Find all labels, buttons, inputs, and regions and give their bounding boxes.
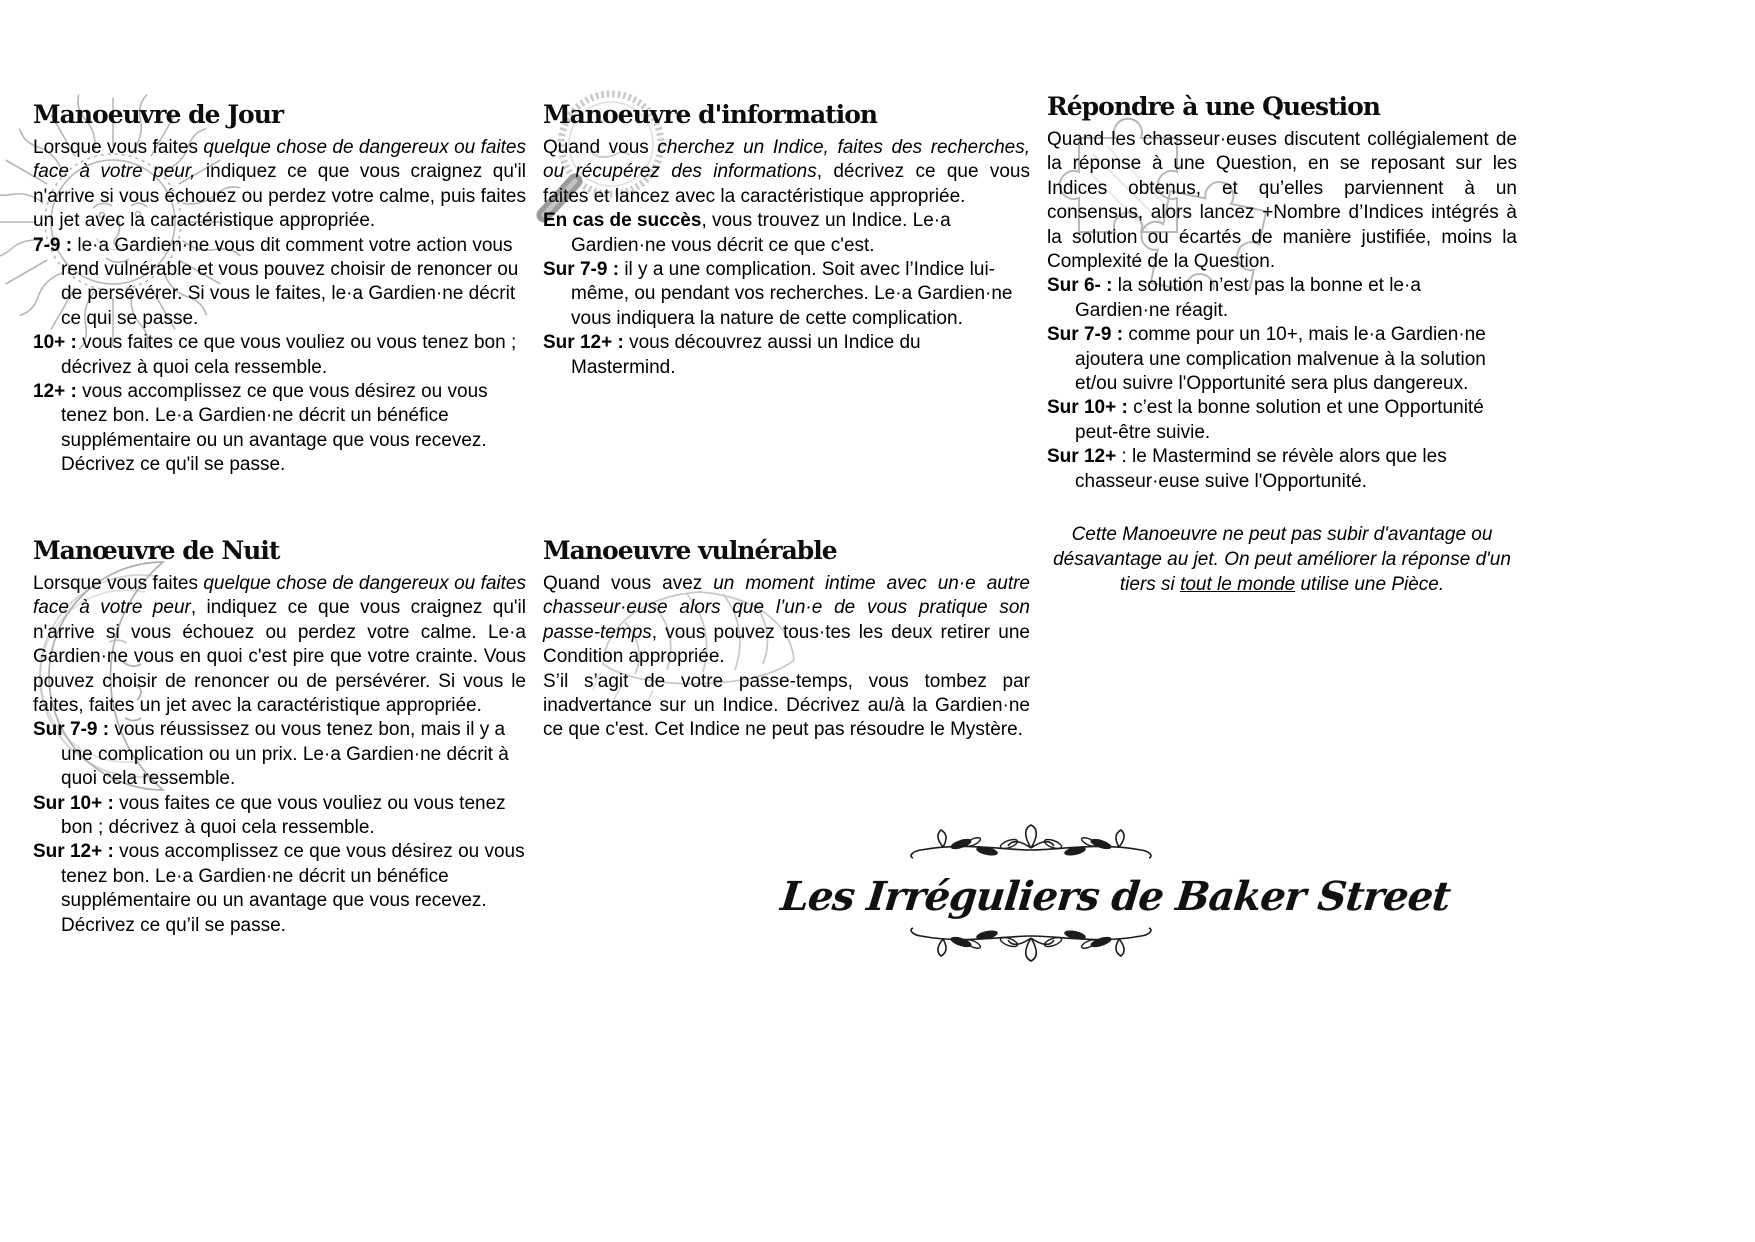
text-segment: un moment intime avec un·e autre chasseur·euse alors que l’un·e de vous pratique son passe-temps <box>543 573 1031 643</box>
vulnerable-second-paragraph <box>543 670 1030 743</box>
text-segment: , vous pouvez tous·tes les deux retirer une Condition appropriée. <box>543 621 1030 668</box>
section-title-question: Répondre à une Question <box>1047 92 1380 121</box>
section-manoeuvre-de-jour <box>33 100 526 478</box>
floral-flourish-icon <box>903 820 1159 864</box>
section-repondre-question <box>1047 92 1517 597</box>
text-segment: Quand vous avez <box>543 573 714 594</box>
text-segment: vous accomplissez ce que vous désirez ou vous tenez bon. Le·a Gardien·ne décrit un bénéfice supplémentaire ou un avantage que vous recevez. Décrivez ce qu’il se passe. <box>61 841 525 936</box>
result-item <box>1047 445 1517 494</box>
text-segment: Sur 7-9 : <box>33 719 115 741</box>
vulnerable-intro-paragraph <box>543 572 1030 670</box>
info-intro-paragraph <box>543 136 1030 209</box>
text-segment: vous faites ce que vous vouliez ou vous tenez bon ; décrivez à quoi cela ressemble. <box>61 332 517 378</box>
jour-results-list <box>33 234 526 478</box>
result-item <box>543 258 1030 331</box>
text-segment: c’est la bonne solution et une Opportunité peut-être suivie. <box>1075 397 1484 443</box>
result-item <box>33 331 526 380</box>
text-segment: Quand vous <box>543 137 658 158</box>
text-segment: quelque chose de dangereux ou faites face à votre peur <box>33 573 526 619</box>
text-segment: Sur 12+ : <box>33 841 120 863</box>
text-segment: , vous trouvez un Indice. Le·a Gardien·ne vous décrit ce que c'est. <box>571 210 951 256</box>
text-segment: : le Mastermind se révèle alors que les chasseur·euse suive l'Opportunité. <box>1075 446 1447 492</box>
text-segment: 10+ : <box>33 332 83 354</box>
text-segment: En cas de succès <box>543 210 702 232</box>
result-item <box>33 234 526 332</box>
footer-title-block <box>778 820 1453 971</box>
result-item <box>543 209 1030 258</box>
text-segment: utilise une Pièce. <box>1295 574 1445 596</box>
section-manoeuvre-information <box>543 100 1030 380</box>
result-item <box>33 792 526 841</box>
section-title-nuit: Manœuvre de Nuit <box>33 536 280 565</box>
text-segment: Sur 10+ : <box>33 792 120 814</box>
section-title-info: Manoeuvre d'information <box>543 100 878 129</box>
text-segment: S’il s’agit de votre passe-temps, vous tombez par inadvertance sur un Indice. Décrivez au/à la Gardien·ne ce que c'est. Cet Indice ne peut pas résoudre le Mystère. <box>543 670 1030 741</box>
nuit-intro-paragraph <box>33 572 526 718</box>
text-segment: cherchez un Indice, faites des recherches, ou récupérez des informations <box>543 137 1030 183</box>
text-segment: vous découvrez aussi un Indice du Mastermind. <box>571 332 921 378</box>
text-segment: indiquez ce que vous craignez qu'il n'arrive si vous échouez ou perdez votre calme, puis faites un jet avec la caractéristique appropriée. <box>33 161 526 232</box>
game-title: Les Irréguliers de Baker Street <box>778 873 1453 920</box>
text-segment: le·a Gardien·ne vous dit comment votre action vous rend vulnérable et vous pouvez choisir de renoncer ou de persévérer. Si vous le faites, le·a Gardien·ne décrit ce qui se passe. <box>61 234 519 329</box>
question-intro-paragraph <box>1047 128 1517 274</box>
text-segment: vous accomplissez ce que vous désirez ou vous tenez bon. Le·a Gardien·ne décrit un bénéfice supplémentaire ou un avantage que vous recevez. Décrivez ce qu'il se passe. <box>61 381 488 476</box>
question-note <box>1047 522 1517 597</box>
text-segment: quelque chose de dangereux ou faites face à votre peur, <box>33 137 526 183</box>
result-item <box>1047 323 1517 396</box>
text-segment: Quand les chasseur·euses discutent collégialement de la réponse à une Question, en se reposant sur les Indices obtenus, et qu’elles parviennent à un consensus, alors lancez +Nombre d’Indices intégrés à la solution ou écartés de manière justifiée, moins la Complexité de la Question. <box>1047 129 1517 273</box>
question-results-list <box>1047 274 1517 494</box>
result-item <box>33 380 526 478</box>
section-title-jour: Manoeuvre de Jour <box>33 100 284 129</box>
text-segment: Lorsque vous faites <box>33 573 204 594</box>
result-item <box>33 718 526 791</box>
result-item <box>33 840 526 938</box>
text-segment: la solution n’est pas la bonne et le·a Gardien·ne réagit. <box>1075 275 1421 321</box>
text-segment: Sur 10+ : <box>1047 397 1134 419</box>
text-segment: Sur 7-9 : <box>1047 324 1129 346</box>
text-segment: , indiquez ce que vous craignez qu'il n'arrive si vous échouez ou perdez votre calme. Le·a Gardien·ne vous en quoi c'est pire que votre crainte. Vous pouvez choisir de renoncer ou de persévérer. Si vous le faites, faites un jet avec la caractéristique appropriée. <box>33 597 526 717</box>
result-item <box>543 331 1030 380</box>
text-segment: il y a une complication. Soit avec l’Indice lui-même, ou pendant vos recherches. Le·a Gardien·ne vous indiquera la nature de cette complication. <box>571 259 1013 329</box>
text-segment: 12+ : <box>33 381 83 403</box>
info-results-list <box>543 209 1030 380</box>
result-item <box>1047 396 1517 445</box>
text-segment: tout le monde <box>1180 574 1296 596</box>
text-segment: Sur 12+ : <box>543 332 630 354</box>
text-segment: , décrivez ce que vous faites et lancez avec la caractéristique appropriée. <box>543 161 1030 207</box>
text-segment: Sur 6- : <box>1047 275 1118 297</box>
text-segment: Sur 12+ <box>1047 446 1117 468</box>
text-segment: comme pour un 10+, mais le·a Gardien·ne ajoutera une complication malvenue à la solution et/ou suivre l'Opportunité sera plus dangereux. <box>1075 324 1486 395</box>
text-segment: Cette Manoeuvre ne peut pas subir d'avantage ou désavantage au jet. On peut améliorer la réponse d'un tiers si <box>1053 524 1511 596</box>
jour-intro-paragraph <box>33 136 526 234</box>
section-title-vulnerable: Manoeuvre vulnérable <box>543 536 837 565</box>
text-segment: Lorsque vous faites <box>33 137 204 158</box>
text-segment: vous faites ce que vous vouliez ou vous tenez bon ; décrivez à quoi cela ressemble. <box>61 792 506 839</box>
section-manoeuvre-vulnerable <box>543 536 1030 743</box>
text-segment: 7-9 : <box>33 234 78 256</box>
section-manoeuvre-de-nuit <box>33 536 526 938</box>
nuit-results-list <box>33 718 526 938</box>
floral-flourish-icon <box>903 922 1159 966</box>
result-item <box>1047 274 1517 323</box>
text-segment: Sur 7-9 : <box>543 259 625 281</box>
text-segment: vous réussissez ou vous tenez bon, mais il y a une complication ou un prix. Le·a Gardien·ne décrit à quoi cela ressemble. <box>61 719 509 790</box>
